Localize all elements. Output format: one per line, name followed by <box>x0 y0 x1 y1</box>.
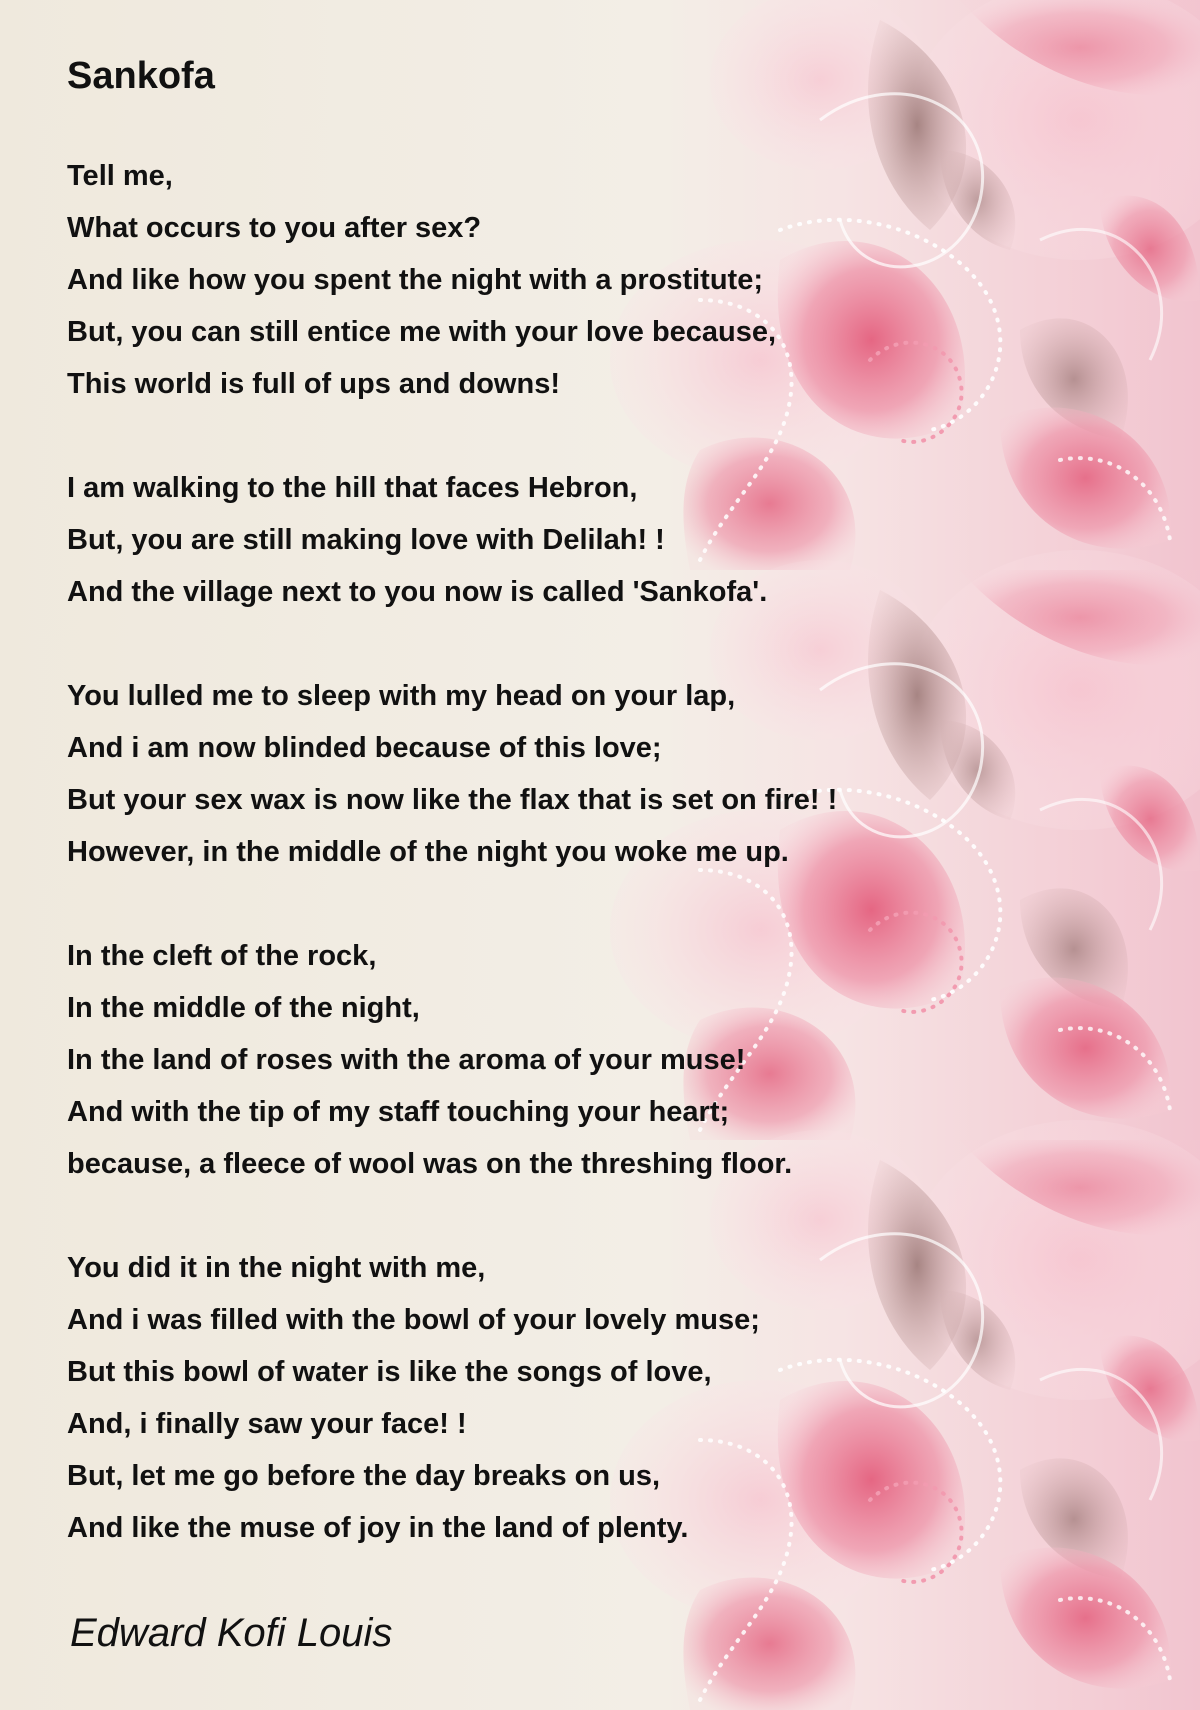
poem-line: But, let me go before the day breaks on us, <box>67 1460 661 1492</box>
poem-line: And with the tip of my staff touching your heart; <box>67 1096 730 1128</box>
stanza-1 <box>67 150 837 410</box>
stanza-gap <box>67 1190 837 1242</box>
stanza-gap <box>67 618 837 670</box>
poem-line: You lulled me to sleep with my head on your lap, <box>67 680 736 712</box>
poem-line: because, a fleece of wool was on the threshing floor. <box>67 1148 793 1180</box>
poem-line: But this bowl of water is like the songs of love, <box>67 1356 712 1388</box>
poem-body <box>67 150 837 1554</box>
poem-line: However, in the middle of the night you woke me up. <box>67 836 789 868</box>
poem-line: And like the muse of joy in the land of plenty. <box>67 1512 689 1544</box>
stanza-2 <box>67 462 837 618</box>
stanza-3 <box>67 670 837 878</box>
poem-title: Sankofa <box>67 55 215 97</box>
poem-line: In the land of roses with the aroma of your muse! <box>67 1044 746 1076</box>
poem-line: I am walking to the hill that faces Hebron, <box>67 472 638 504</box>
poem-line: And like how you spent the night with a prostitute; <box>67 264 763 296</box>
poem-line: But, you can still entice me with your love because, <box>67 316 777 348</box>
poem-line: What occurs to you after sex? <box>67 212 482 244</box>
poem-line: You did it in the night with me, <box>67 1252 486 1284</box>
poem-line: But, you are still making love with Delilah! ! <box>67 524 665 556</box>
poem-line: And i am now blinded because of this love; <box>67 732 662 764</box>
stanza-gap <box>67 878 837 930</box>
poem-line: But your sex wax is now like the flax that is set on fire! ! <box>67 784 838 816</box>
poem-line: And the village next to you now is called 'Sankofa'. <box>67 576 768 608</box>
stanza-5 <box>67 1242 837 1554</box>
poem-line: And i was filled with the bowl of your lovely muse; <box>67 1304 760 1336</box>
poem-author: Edward Kofi Louis <box>70 1611 393 1655</box>
poem-line: In the cleft of the rock, <box>67 940 377 972</box>
stanza-gap <box>67 410 837 462</box>
poem-line: This world is full of ups and downs! <box>67 368 560 400</box>
poem-line: And, i finally saw your face! ! <box>67 1408 467 1440</box>
stanza-4 <box>67 930 837 1190</box>
poem-line: In the middle of the night, <box>67 992 420 1024</box>
poem-line: Tell me, <box>67 160 173 192</box>
